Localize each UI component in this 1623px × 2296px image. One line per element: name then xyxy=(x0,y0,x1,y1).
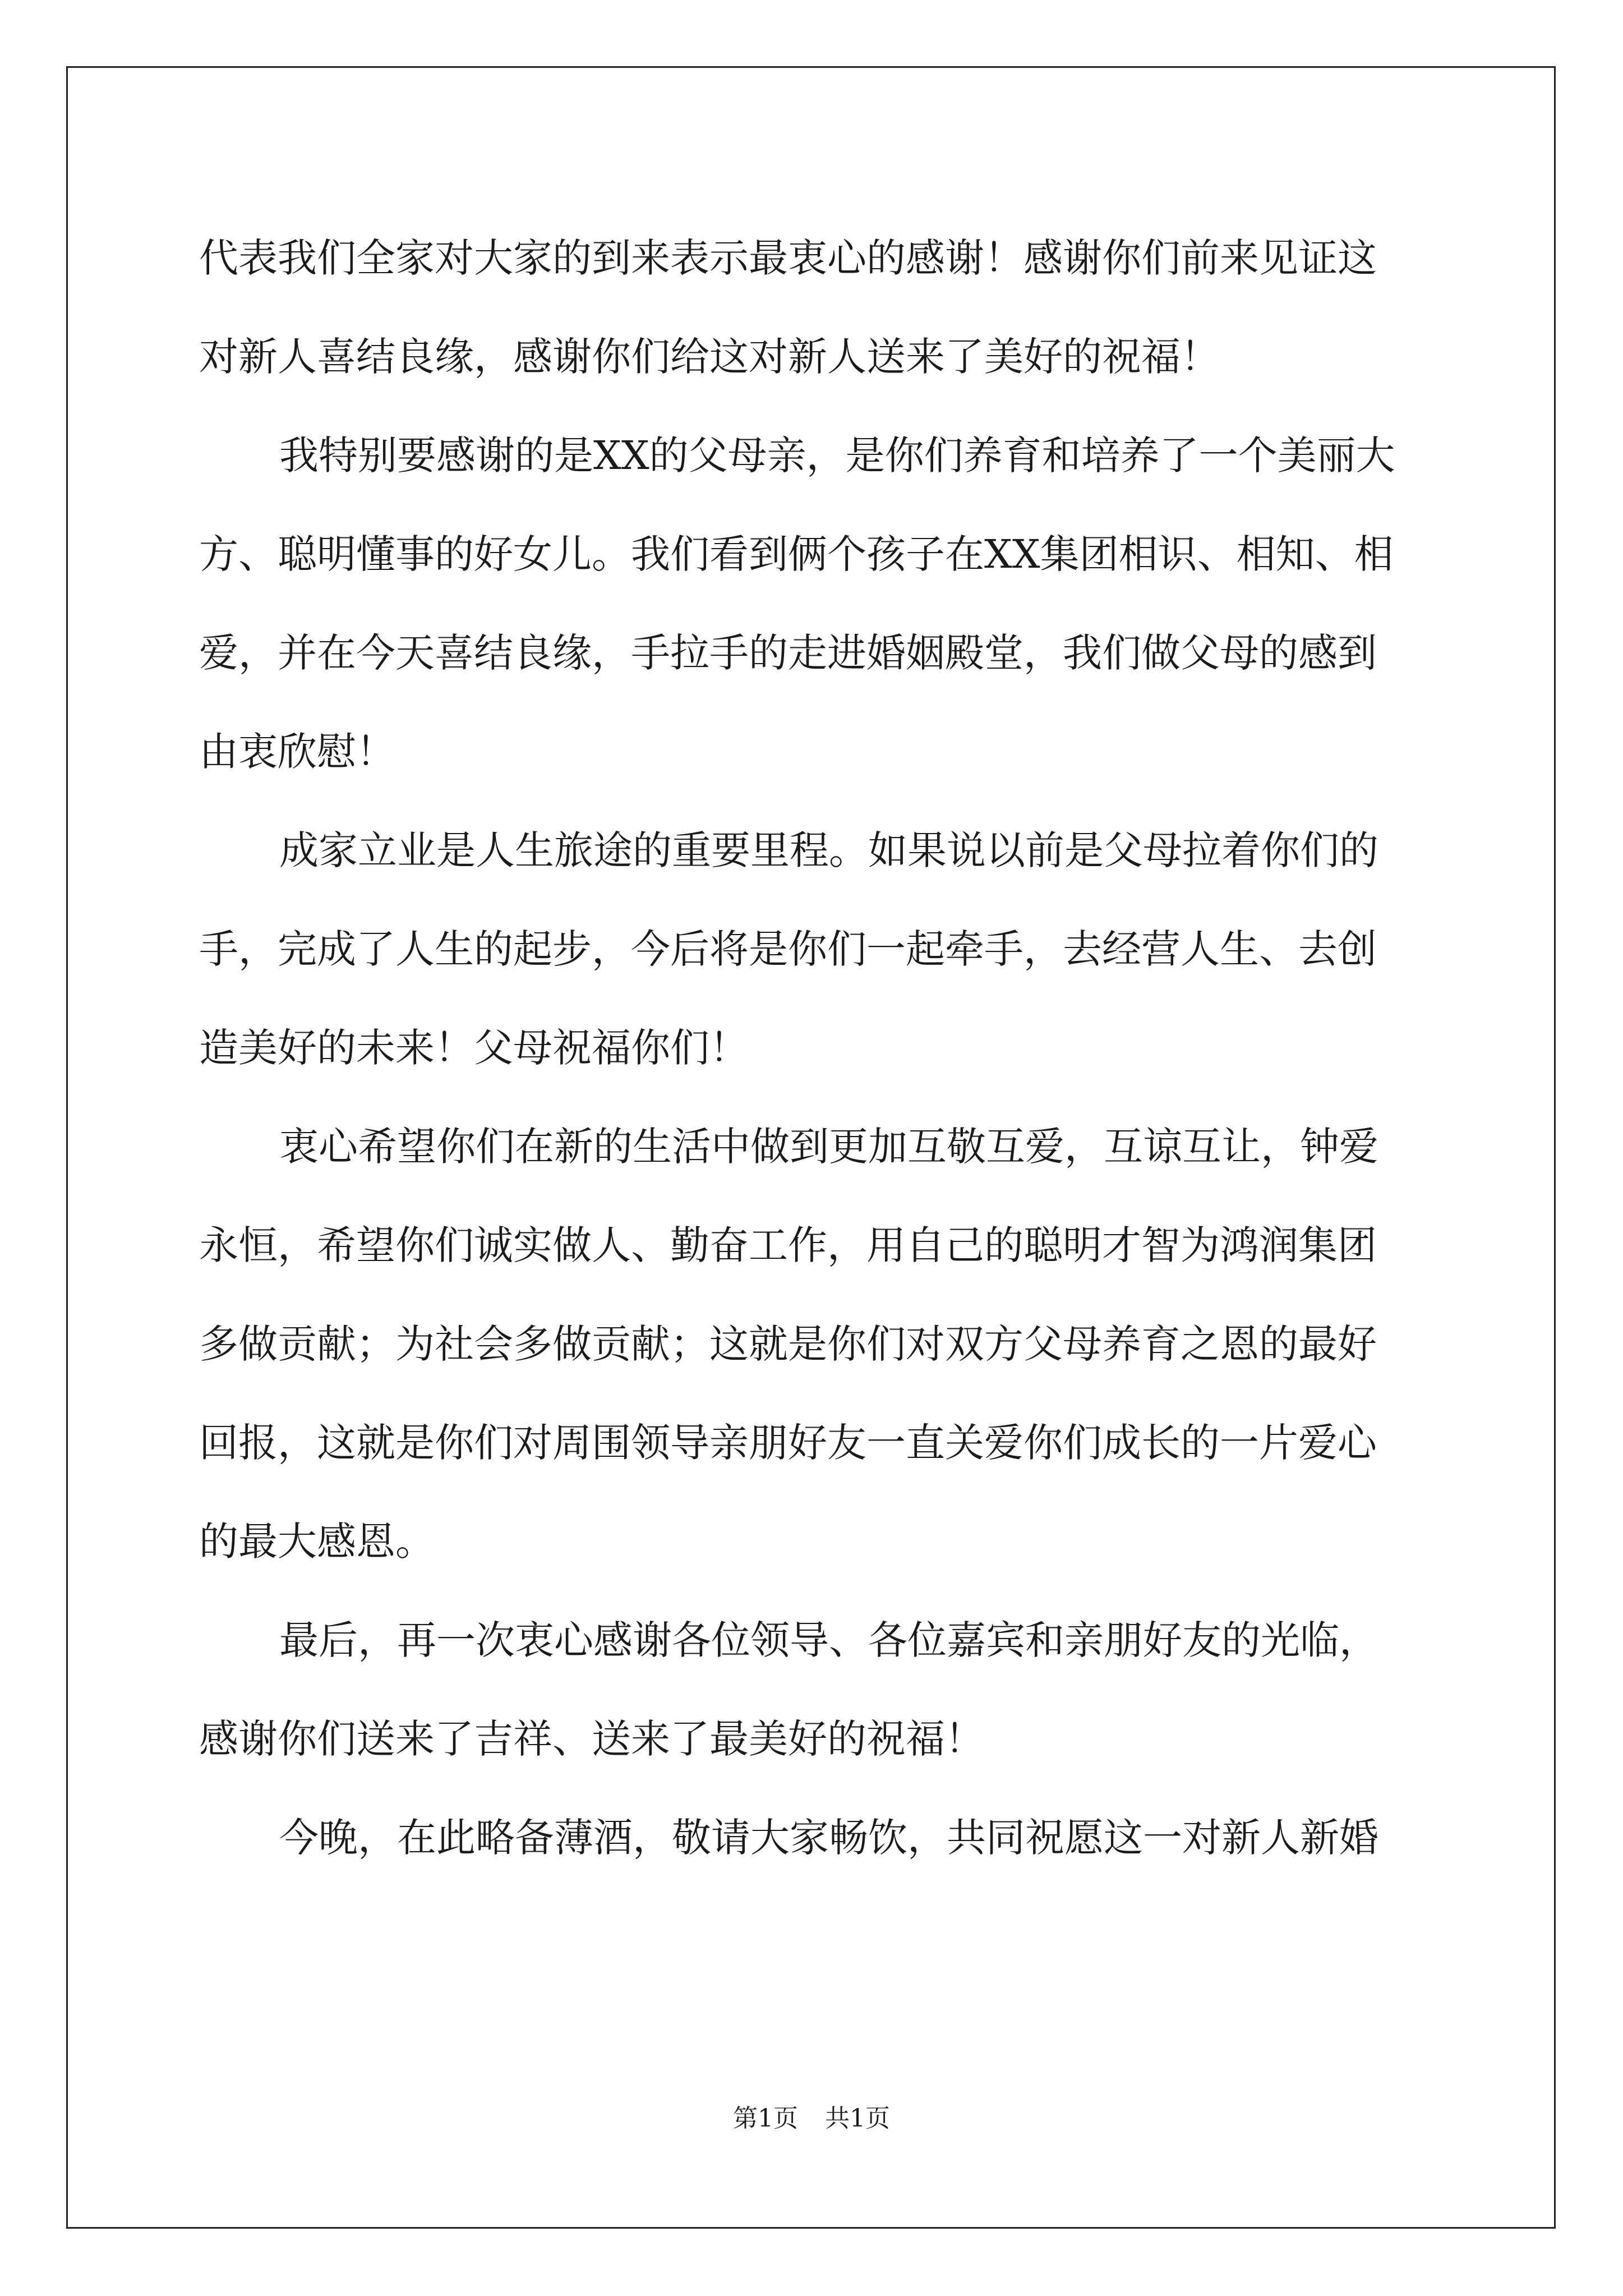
document-body xyxy=(199,209,1422,1887)
text-line: 衷心希望你们在新的生活中做到更加互敬互爱，互谅互让，钟爱 xyxy=(279,1124,1378,1170)
text-line: 我特别要感谢的是XX的父母亲，是你们养育和培养了一个美丽大 xyxy=(279,432,1395,478)
text-line: 方、聪明懂事的好女儿。我们看到俩个孩子在XX集团相识、相知、相 xyxy=(199,531,1394,577)
page-number-total: 共1页 xyxy=(825,2104,890,2133)
text-line: 手，完成了人生的起步，今后将是你们一起牵手，去经营人生、去创 xyxy=(199,926,1377,972)
text-line: 代表我们全家对大家的到来表示最衷心的感谢！感谢你们前来见证这 xyxy=(199,235,1377,281)
text-line: 感谢你们送来了吉祥、送来了最美好的祝福！ xyxy=(199,1716,984,1762)
text-line: 回报，这就是你们对周围领导亲朋好友一直关爱你们成长的一片爱心 xyxy=(199,1420,1377,1466)
text-line: 造美好的未来！父母祝福你们！ xyxy=(199,1025,749,1071)
text-line: 最后，再一次衷心感谢各位领导、各位嘉宾和亲朋好友的光临， xyxy=(279,1617,1378,1663)
text-line: 对新人喜结良缘，感谢你们给这对新人送来了美好的祝福！ xyxy=(199,334,1220,380)
text-line: 多做贡献；为社会多做贡献；这就是你们对双方父母养育之恩的最好 xyxy=(199,1321,1377,1367)
text-line: 由衷欣慰！ xyxy=(199,729,395,775)
page-number-current: 第1页 xyxy=(733,2104,798,2133)
text-line: 永恒，希望你们诚实做人、勤奋工作，用自己的聪明才智为鸿润集团 xyxy=(199,1222,1377,1268)
text-line: 成家立业是人生旅途的重要里程。如果说以前是父母拉着你们的 xyxy=(279,827,1378,873)
text-line: 的最大感恩。 xyxy=(199,1519,435,1565)
page-footer xyxy=(0,2098,1623,2134)
text-line: 爱，并在今天喜结良缘，手拉手的走进婚姻殿堂，我们做父母的感到 xyxy=(199,630,1377,676)
text-line: 今晚，在此略备薄酒，敬请大家畅饮，共同祝愿这一对新人新婚 xyxy=(279,1815,1378,1861)
